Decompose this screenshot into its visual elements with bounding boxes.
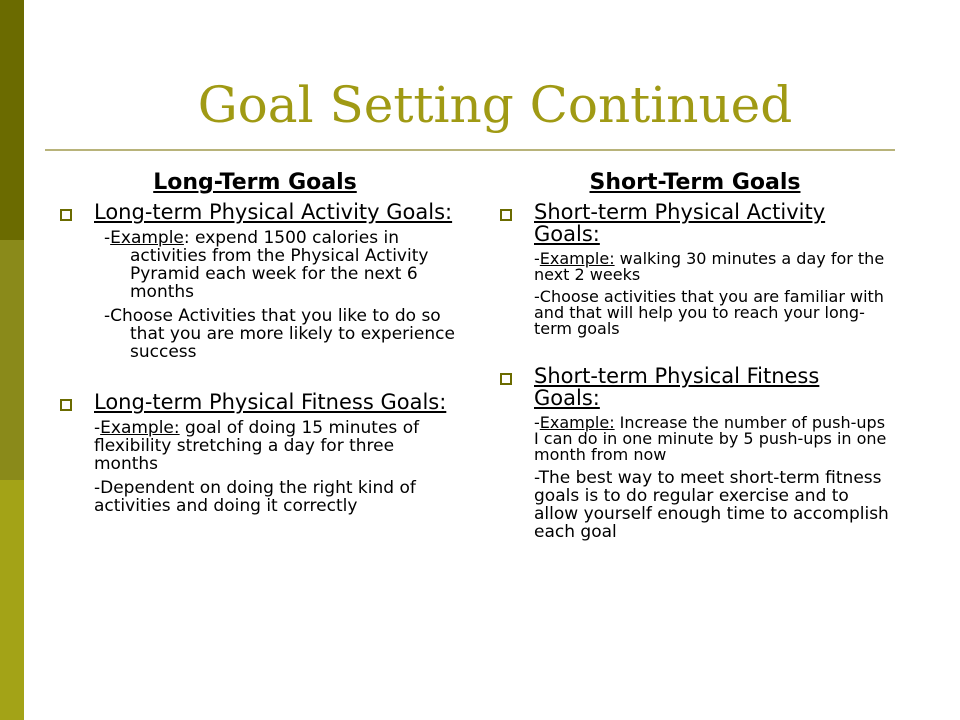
short-term-heading: Short-Term Goals xyxy=(589,170,801,195)
long-term-activity-heading: Long-term Physical Activity Goals: xyxy=(94,200,453,224)
side-band-top xyxy=(0,0,24,240)
short-term-activity-tip: -Choose activities that you are familiar with and that will help you to reach your long-term goals xyxy=(534,287,884,338)
long-term-activity-item xyxy=(60,201,460,361)
short-term-fitness-item xyxy=(500,365,890,541)
hollow-square-bullet-icon xyxy=(500,209,512,221)
long-term-fitness-example: -Example: goal of doing 15 minutes of flexibility stretching a day for three months xyxy=(94,418,420,474)
short-term-fitness-heading: Short-term Physical Fitness Goals: xyxy=(534,364,820,410)
slide-title: Goal Setting Continued xyxy=(197,76,793,134)
short-term-activity-example: -Example: walking 30 minutes a day for the next 2 weeks xyxy=(534,249,885,284)
long-term-fitness-heading: Long-term Physical Fitness Goals: xyxy=(94,390,447,414)
long-term-activity-tip: -Choose Activities that you like to do so that you are more likely to experience success xyxy=(104,306,455,362)
short-term-fitness-tip: -The best way to meet short-term fitness goals is to do regular exercise and to allow yourself enough time to accomplish each goal xyxy=(534,468,889,542)
long-term-column xyxy=(60,170,460,515)
hollow-square-bullet-icon xyxy=(60,399,72,411)
short-term-fitness-example: -Example: Increase the number of push-ups I can do in one minute by 5 push-ups in one month from now xyxy=(534,413,887,464)
title-divider xyxy=(45,149,895,151)
long-term-fitness-tip: -Dependent on doing the right kind of activities and doing it correctly xyxy=(94,478,416,516)
hollow-square-bullet-icon xyxy=(500,373,512,385)
short-term-activity-item xyxy=(500,201,890,337)
long-term-heading: Long-Term Goals xyxy=(153,170,357,195)
hollow-square-bullet-icon xyxy=(60,209,72,221)
short-term-activity-heading: Short-term Physical Activity Goals: xyxy=(534,200,826,246)
side-band-middle xyxy=(0,240,24,480)
long-term-activity-example: -Example: expend 1500 calories in activities from the Physical Activity Pyramid each week for the next 6 months xyxy=(104,228,429,302)
side-band-bottom xyxy=(0,480,24,720)
short-term-column xyxy=(500,170,890,541)
long-term-fitness-item xyxy=(60,391,460,515)
